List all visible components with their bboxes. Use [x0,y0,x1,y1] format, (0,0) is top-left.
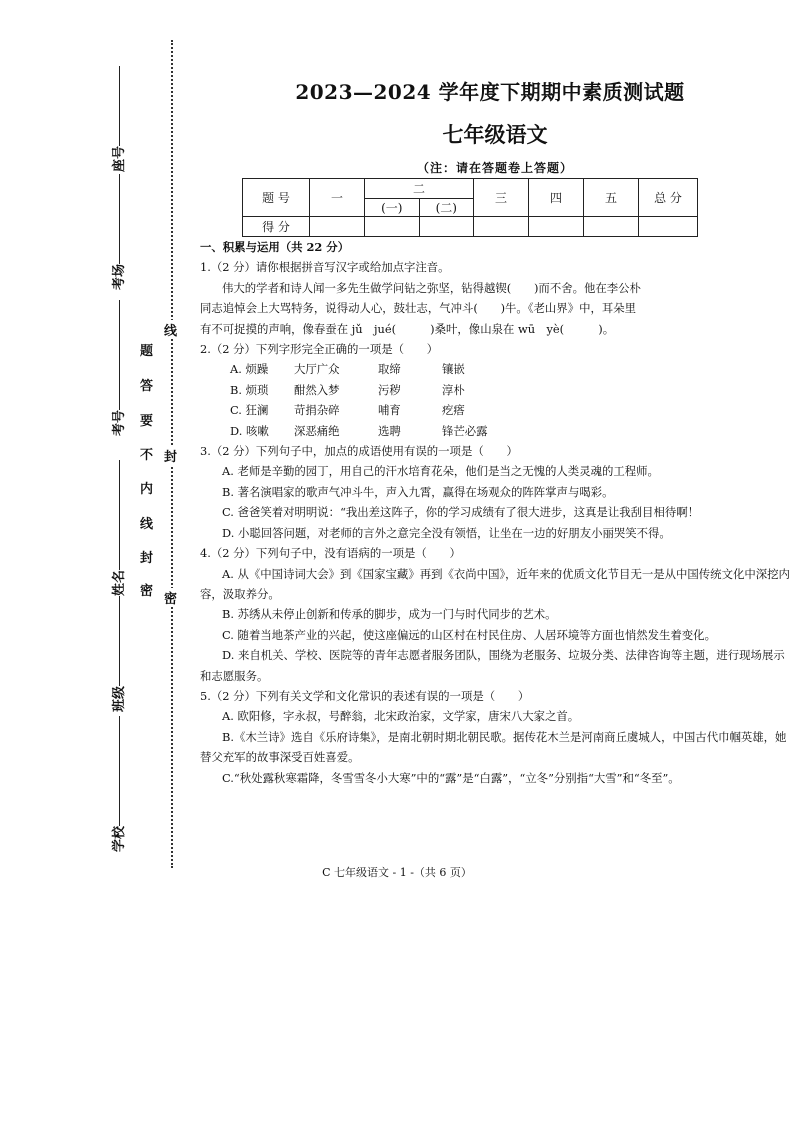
seal-char-seal: 封 [164,446,177,465]
q4-option-a: A. 从《中国诗词大会》到《国家宝藏》再到《衣尚中国》，近年来的优质文化节目无一是从中国传统文化中深挖内容，汲取养分。 [200,566,790,601]
score-subcol-2: (二) [419,199,474,217]
score-cell[interactable] [310,217,365,237]
score-col-1: 一 [310,179,365,217]
q5-option-b: B.《木兰诗》选自《乐府诗集》，是南北朝时期北朝民歌。据传花木兰是河南商丘虞城人，中国古代巾帼英雄，她替父充军的故事深受百姓喜爱。 [200,729,787,765]
score-col-2: 二 [365,179,474,199]
section-heading: 一、积累与运用（共 22 分） [200,240,350,254]
q2-word: 疙瘩 [442,403,465,418]
warning-char: 不 [140,448,154,463]
q2-word: 哺育 [378,403,401,418]
warning-char: 线 [140,517,154,532]
q5-option-c: C.“秋处露秋寒霜降，冬雪雪冬小大寒”中的“露”是“白露”，“立冬”分别指“大雪”和“冬至”。 [222,770,680,785]
q3-stem: 3.（2 分）下列句子中，加点的成语使用有误的一项是（ ） [200,444,518,459]
q2-word: 选聘 [378,423,401,438]
q3-option-d: D. 小聪回答问题，对老师的言外之意完全没有领悟，让坐在一边的好朋友小丽哭笑不得。 [222,525,671,540]
class-field[interactable] [108,596,127,712]
seal-char-close: 密 [164,588,177,607]
score-subcol-1: (一) [365,199,420,217]
score-table [242,178,698,237]
class-label: 班级 [112,685,127,712]
score-col-5: 五 [584,179,639,217]
q2-word: 淳朴 [442,382,465,397]
exam-room-field[interactable] [108,174,127,290]
q2-option-b [200,380,790,400]
answer-note: （注：请在答题卷上答题） [416,161,573,175]
q4-option-c: C. 随着当地茶产业的兴起，使这座偏远的山区村在村民住房、人居环境等方面也悄然发生着变化。 [222,627,716,642]
q2-word: 酣然入梦 [294,382,340,397]
school-field[interactable] [108,716,127,852]
q5-stem: 5.（2 分）下列有关文学和文化常识的表述有误的一项是（ ） [200,688,530,703]
q2-word: 锋芒必露 [442,423,488,438]
exam-number-field[interactable] [108,300,127,436]
score-col-3: 三 [474,179,529,217]
q3-option-a: A. 老师是辛勤的园丁，用自己的汗水培育花朵，他们是当之无愧的人类灵魂的工程师。 [222,464,659,479]
warning-char: 答 [140,379,154,394]
q2-word: C. 狂澜 [230,403,269,418]
q2-word: 深恶痛绝 [294,423,340,438]
score-row-label: 得 分 [243,217,310,237]
q2-word: A. 烦躁 [230,362,269,377]
page-subtitle: 七年级语文 [442,122,548,147]
q5-option-a: A. 欧阳修，字永叔，号醉翁，北宋政治家，文学家，唐宋八大家之首。 [222,709,580,724]
seat-number-field[interactable] [108,66,127,172]
q2-word: D. 咳嗽 [230,423,269,438]
q3-option-b: B. 著名演唱家的歌声气冲斗牛，声入九霄，赢得在场观众的阵阵掌声与喝彩。 [222,484,614,499]
exam-number-label: 考号 [112,409,127,436]
q4-stem: 4.（2 分）下列句子中，没有语病的一项是（ ） [200,546,461,561]
q1-line: 有不可捉摸的声响，像春蚕在 jǔ jué( )桑叶，像山泉在 wū yè( )。 [200,321,615,336]
score-cell[interactable] [419,217,474,237]
exam-room-label: 考场 [112,263,127,290]
q4-option-b: B. 苏绣从未停止创新和传承的脚步，成为一门与时代同步的艺术。 [222,607,557,622]
warning-char: 要 [140,414,154,429]
score-col-4: 四 [529,179,584,217]
q1-stem: 1.（2 分）请你根据拼音写汉字或给加点字注音。 [200,260,450,275]
page-footer: C 七年级语文 - 1 -（共 6 页） [322,866,472,879]
question-content [200,237,790,788]
binding-margin [0,0,190,1123]
page-title: 2023—2024 学年度下期期中素质测试题 [295,80,685,104]
name-field[interactable] [108,460,127,596]
q2-word: 取缔 [378,362,401,377]
exam-paper [200,76,790,788]
q3-option-c: C. 爸爸笑着对明明说：“我出差这阵子，你的学习成绩有了很大进步，这真是让我刮目相待啊！ [222,505,700,520]
q2-option-d [200,421,790,441]
warning-char: 题 [140,344,154,359]
q2-option-a [200,359,790,379]
score-cell[interactable] [639,217,698,237]
warning-char: 封 [140,551,154,566]
q2-word: 污秽 [378,382,401,397]
q2-stem: 2.（2 分）下列字形完全正确的一项是（ ） [200,342,439,357]
q2-word: B. 烦琐 [230,382,269,397]
q4-option-d: D. 来自机关、学校、医院等的青年志愿者服务团队，围绕为老服务、垃圾分类、法律咨询等主题，进行现场展示和志愿服务。 [200,648,785,683]
q2-option-c [200,400,790,420]
seat-number-label: 座号 [112,145,127,172]
warning-char: 密 [140,584,154,599]
q2-word: 大厅广众 [294,362,340,377]
score-cell[interactable] [365,217,420,237]
q2-word: 苛捐杂碎 [294,403,340,418]
score-cell[interactable] [529,217,584,237]
school-label: 学校 [112,825,127,852]
name-label: 姓名 [112,569,127,596]
score-cell[interactable] [584,217,639,237]
q1-line: 伟大的学者和诗人闻一多先生做学问钻之弥坚，钻得越锲( )而不舍。他在李公朴 [222,280,641,295]
seal-char-line: 线 [164,320,177,339]
q2-word: 镶嵌 [442,362,465,377]
score-cell[interactable] [474,217,529,237]
score-col-total: 总 分 [639,179,698,217]
q1-line: 同志追悼会上大骂特务，说得动人心，鼓壮志，气冲斗( )牛。《老山界》中，耳朵里 [200,301,637,316]
score-table-header-label: 题 号 [243,179,310,217]
warning-char: 内 [140,482,154,497]
